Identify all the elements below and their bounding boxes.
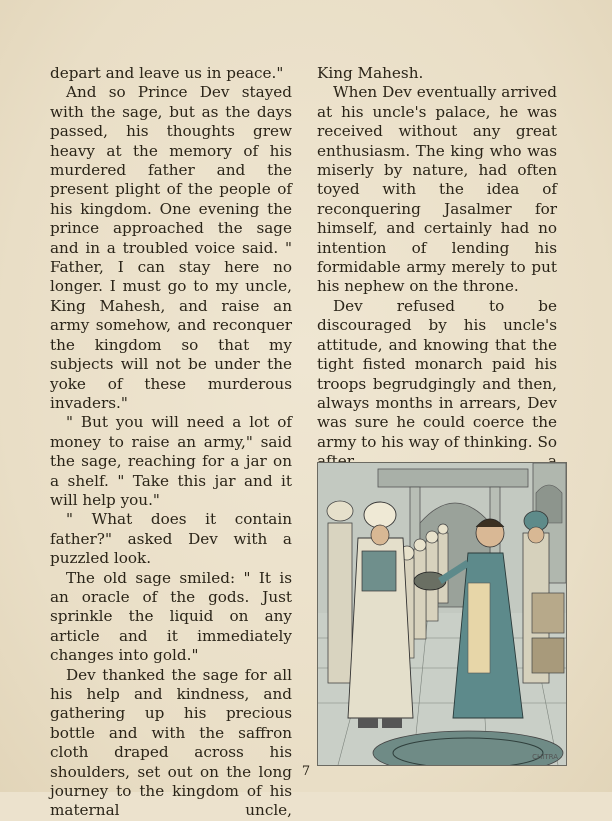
paragraph: Dev thanked the sage for all his help and kindness, and gathering up his precious bottle and with the saffron cloth draped across his shoulders, set out on the long journey to the kingdom of his maternal uncle, xyxy=(50,665,292,820)
palace-illustration xyxy=(317,462,567,766)
paragraph: " But you will need a lot of money to raise an army," said the sage, reaching for a jar on a shelf. " Take this jar and it will help you." xyxy=(50,413,292,509)
paragraph: King Mahesh. xyxy=(317,64,424,82)
artist-signature: CHITRA xyxy=(532,753,558,761)
right-text-column xyxy=(317,64,557,472)
paragraph: depart and leave us in peace." xyxy=(50,64,284,82)
paragraph: And so Prince Dev stayed with the sage, but as the days passed, his thoughts grew heavy at the memory of his murdered father and the present plight of the people of his kingdom. One evening the prince approached the sage and in a troubled voice said. " Father, I can stay here no longer. I must go to my uncle, King Mahesh, and raise an army somehow, and reconquer the kingdom so that my subjects will not be under the yoke of these murderous invaders." xyxy=(50,83,292,412)
illustration-drawing xyxy=(318,463,566,765)
left-text-column xyxy=(50,64,292,821)
paragraph: When Dev eventually arrived at his uncle's palace, he was received without any great enthusiasm. The king who was miserly by nature, had often toyed with the idea of reconquering Jasalmer for himself, and certainly had no intention of lending his formidable army merely to put his nephew on the throne. xyxy=(317,83,557,296)
paragraph: Dev refused to be discouraged by his uncle's attitude, and knowing that the tight fisted monarch paid his troops begrudgingly and then, always months in arrears, Dev was sure he could coerce the army to his way of thinking. So xyxy=(317,296,557,451)
paragraph: The old sage smiled: " It is an oracle of the gods. Just sprinkle the liquid on any article and it immediately changes into gold." xyxy=(50,568,292,665)
paragraph: " What does it contain father?" asked Dev with a puzzled look. xyxy=(50,510,292,568)
page-number: 7 xyxy=(301,764,311,779)
